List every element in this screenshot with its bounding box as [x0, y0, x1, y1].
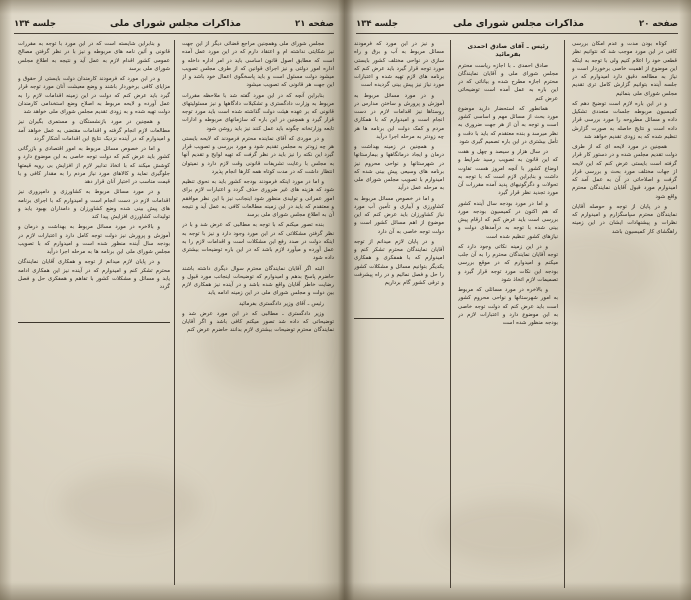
left-page-column-divider [174, 40, 175, 585]
left-header-rule [14, 33, 334, 34]
left-page-number: صفحه ۲۱ [295, 18, 334, 29]
paragraph: در سال هزار و سیصد و چهل و هفت که این قانون به تصویب رسید شرایط و اوضاع کشور با آنچه امروز هست تفاوت داشت و بنابراین لازم است که با توجه به تحولات و دگرگونیهای پدید آمده مقررات آن مورد تجدید نظر قرار گیرد [458, 149, 558, 197]
paragraph: کوتاه بودن مدت و عدم امکان بررسی کافی در این مورد موجب شد که نتوانیم نظر قطعی خود را اعلام کنیم ولی با توجه به اینکه این موضوع از اهمیت خاصی برخوردار است و نیاز به مطالعه دقیق دارد امیدوارم که در جلسه آینده بتوانیم گزارش کامل تری تقدیم مجلس شورای ملی بنمائیم [572, 41, 677, 97]
paragraph: و بنابراین شایسته است که در این مورد با توجه به مقررات قانونی و آئین نامه های مربوطه و نیز با در نظر گرفتن مصالح عمومی کشور اقدام لازم به عمل آید و نتیجه به اطلاع مجلس شورای ملی برسد [18, 41, 170, 72]
paragraph: مجلس شورای ملی وهمچنین مراجع قضائی دیگر از این جهت نیز شکایتی نداشته ام و اعتقاد دارم که در این مورد عمل آمده است که مطابق اصول قانون اساسی باید در امر اداره داخله و اداره امور دولتی و نیز اجرای قوانین که از طرف مجلس تصویب میشود دولت مسئول است و باید پاسخگوی اعمال خود باشد و از این جهت هر قانونی که تصویب میشود [182, 41, 334, 89]
paragraph: و بالاخره در مورد مسائلی که مربوط به امور شهرستانها و نواحی محروم کشور است باید عرض کنم که دولت توجه خاصی به این موضوع دارد و اعتبارات لازم در بودجه منظور شده است [458, 287, 558, 326]
paragraph: وزیر دادگستری ـ مطالبی که در این مورد عرض شد و توضیحاتی که داده شد تصور میکنم کافی باشد و اگر آقایان نمایندگان محترم توضیحات بیشتری لازم بدانند حاضرم عرض کنم [182, 310, 334, 334]
right-header-rule [356, 33, 678, 34]
paragraph: همانطور که استحضار دارید موضوع مورد بحث از مسائل مهم و اساسی کشور است و توجه به آن از هر جهت ضروری به نظر میرسد و بنده معتقدم که باید با دقت و تأمل بیشتری در این باره تصمیم گیری شود [458, 105, 558, 145]
right-page-session: جلسه ۱۳۴ [356, 18, 398, 29]
paragraph: و در مورد مسائل مربوط به آموزش و پرورش و ساختن مدارس در روستاها نیز اقدامات لازم در دست انجام است و امیدوارم که با همکاری مردم و کمک دولت این برنامه ها هر چه زودتر به مرحله اجرا درآید [354, 92, 444, 140]
right-page-section-rule [354, 318, 444, 319]
paragraph: و در این باره لازم است توضیح دهم که کمیسیون مربوطه جلسات متعددی تشکیل داده و مسائل مطروحه را مورد بررسی قرار داده است و نتایج حاصله به صورت گزارش تنظیم شده که به زودی تقدیم خواهد شد [572, 100, 677, 140]
right-page-header [356, 16, 678, 31]
paragraph: رئیس ـ آقای وزیر دادگستری بفرمائید [238, 300, 324, 307]
right-page-number: صفحه ۲۰ [639, 18, 678, 29]
paragraph: و در این زمینه نکاتی وجود دارد که توجه آقایان نمایندگان محترم را به آن جلب میکنم و امیدوارم که در موقع بررسی بودجه این نکات مورد توجه قرار گیرد و تصمیمات لازم اتخاذ شود [458, 243, 558, 283]
paragraph: و همچنین در زمینه بهداشت و درمان و ایجاد درمانگاهها و بیمارستانها در شهرستانها و نواحی محروم نیز برنامه های وسیعی پیش بینی شده که امیدوارم با تصویب مجلس شورای ملی به مرحله عمل درآید [354, 144, 444, 192]
paragraph: همچنین در مورد لایحه ای که از طرف دولت تقدیم مجلس شده و در دستور کار قرار گرفته است بایستی عرض کنم که این لایحه از جهات مختلف مورد بحث و بررسی قرار گرفت و اصلاحاتی در آن به عمل آمد که امیدوارم مورد قبول آقایان نمایندگان محترم واقع شود [572, 144, 677, 200]
right-page-column-left [354, 40, 444, 588]
left-page-session: جلسه ۱۳۴ [14, 18, 56, 29]
paragraph: بنابراین آنچه که در این مورد گفته شد با ملاحظه مقررات مربوط به وزارت دادگستری و تشکیلات دادگاهها و نیز مسئولیتهای قانونی که بر عهده هیئت دولت گذاشته شده است باید مورد توجه قرار گیرد و همچنین در این باره که سازمانهای مربوطه و ادارات تابعه وزارتخانه چگونه باید عمل کنند نیز باید روشن شود [182, 92, 334, 132]
left-page-column-middle [18, 40, 170, 585]
paragraph: و بالاخره در مورد مسائل مربوط به بهداشت و درمان و آموزش و پرورش نیز دولت توجه کامل دارد و اعتبارات لازم در بودجه سال آینده منظور شده است و امیدوارم که با تصویب مجلس شورای ملی این برنامه ها به مرحله اجرا درآید [18, 224, 170, 255]
paragraph: و اما در مورد بودجه سال آینده کشور که هم اکنون در کمیسیون بودجه مورد بررسی است باید عرض کنم که ارقام پیش بینی شده با توجه به درآمدهای دولت و نیازهای کشور تنظیم شده است [458, 200, 558, 240]
paragraph: و در پایان از توجه و حوصله آقایان نمایندگان محترم سپاسگزارم و امیدوارم که نظرات و پیشنهادات ایشان در این زمینه راهگشای کار کمیسیون باشد [572, 203, 677, 235]
right-page-divider-2 [450, 40, 451, 588]
paragraph: و اما در مورد اینکه فرمودند بودجه کشور باید به نحوی تنظیم شود که هزینه های غیر ضروری حذف گردد و اعتبارات لازم برای امور عمرانی و تولیدی منظور شود اینجانب نیز با این نظر موافقم و معتقدم که باید در این زمینه مطالعات کافی به عمل آید و نتیجه آن به اطلاع مجلس شورای ملی برسد [182, 179, 334, 218]
left-page-header [14, 16, 334, 31]
right-page-column-right [572, 40, 677, 588]
paragraph: صادق احمدی ـ با اجازه ریاست محترم مجلس شورای ملی و آقایان نمایندگان محترم اجازه مطرح شده و بیاناتی که در این باره به عمل آمده است توضیحاتی عرض کنم [458, 62, 558, 102]
paragraph: و اما در خصوص مسائل مربوط به امور اقتصادی و بازرگانی کشور باید عرض کنم که دولت توجه خاصی به این موضوع دارد و کوشش میکند که با اتخاذ تدابیر لازم از افزایش بی رویه قیمتها جلوگیری نماید و کالاهای مورد نیاز مردم را به مقدار کافی و با قیمت مناسب در اختیار آنان قرار دهد [18, 146, 170, 185]
left-page-title: مذاکرات مجلس شورای ملی [110, 18, 241, 29]
right-page-divider-1 [564, 40, 565, 588]
column-heading: رئیس ـ آقای صادق احمدی بفرمائید [467, 43, 549, 59]
paragraph: و در موردی که آقای نماینده محترم فرمودند که لایحه بایستی هر چه زودتر به مجلس تقدیم شود و مورد بررسی و تصویب قرار گیرد این نکته را نیز باید در نظر گرفت که تهیه لوایح و تقدیم آنها به مجلس با رعایت تشریفات قانونی وقت لازم دارد و نمیتوان انتظار داشت که در مدت کوتاه همه کارها انجام پذیرد [182, 135, 334, 175]
paragraph: بنده تصور میکنم که با توجه به مطالبی که عرض شد و با در نظر گرفتن مشکلاتی که در این مورد وجود دارد و نیز با توجه به اینکه دولت در صدد رفع این مشکلات است و اقدامات لازم را به عمل آورده و میآورد لازم باشد که در این باره توضیحات بیشتری داده شود [182, 222, 334, 262]
paragraph: و همچنین در مورد بازنشستگان و مستمری بگیران نیز مطالعات لازم انجام گرفته و اقدامات مقتضی به عمل خواهد آمد و امیدوارم که در آینده نزدیک نتایج این اقدامات آشکار گردد [18, 119, 170, 142]
paragraph: و در این مورد که فرمودند کارمندان دولت بایستی از حقوق و مزایای کافی برخوردار باشند و وضع معیشت آنان مورد توجه قرار گیرد باید عرض کنم که دولت در این زمینه اقدامات لازم را به عمل آورده و لایحه مربوط به اصلاح وضع استخدامی کارمندان دولت تهیه شده و به زودی تقدیم مجلس شورای ملی خواهد شد [18, 76, 170, 115]
right-page-column-middle [458, 40, 558, 588]
paragraph: و در پایان لازم میدانم از توجه و همکاری آقایان نمایندگان محترم تشکر کنم و امیدوارم که در آینده نیز این همکاری ادامه یابد و مسائل و مشکلات کشور با تفاهم و همفکری حل و فصل گردد [18, 259, 170, 290]
paragraph: و نیز در این مورد که فرمودند مسائل مربوط به آب و برق و راه سازی در نواحی مختلف کشور بایستی مورد توجه قرار گیرد باید عرض کنم که برنامه های لازم تهیه شده و اعتبارات مورد نیاز نیز پیش بینی گردیده است [354, 41, 444, 89]
left-page-section-rule [18, 322, 170, 323]
paragraph: و اما در خصوص مسائل مربوط به کشاورزی و آبیاری و تأمین آب مورد نیاز کشاورزان باید عرض کنم که این موضوع از اهم مسائل کشور است و دولت توجه خاصی به آن دارد [354, 195, 444, 235]
right-page-title: مذاکرات مجلس شورای ملی [453, 18, 584, 29]
paragraph: البته اگر آقایان نمایندگان محترم سوال دیگری داشته باشند حاضرم پاسخ بدهم و امیدوارم که توضیحات اینجانب مورد قبول و رضایت خاطر آقایان واقع شده باشد و در آینده نیز همکاری لازم بین دولت و مجلس شورای ملی در این زمینه ادامه یابد [182, 265, 334, 297]
left-page-column-right [182, 40, 334, 585]
paragraph: و در مورد مسائل مربوط به کشاورزی و دامپروری نیز اقدامات لازم در دست انجام است و امیدوارم که با اجرای برنامه های پیش بینی شده وضع کشاورزان و دامداران بهبود یابد و تولیدات کشاورزی افزایش پیدا کند [18, 189, 170, 220]
paragraph: و در پایان لازم میدانم از توجه آقایان نمایندگان محترم تشکر کنم و امیدوارم که با همفکری و همکاری یکدیگر بتوانیم مسائل و مشکلات کشور را حل و فصل نمائیم و در راه پیشرفت و ترقی کشور گام برداریم [354, 238, 444, 286]
